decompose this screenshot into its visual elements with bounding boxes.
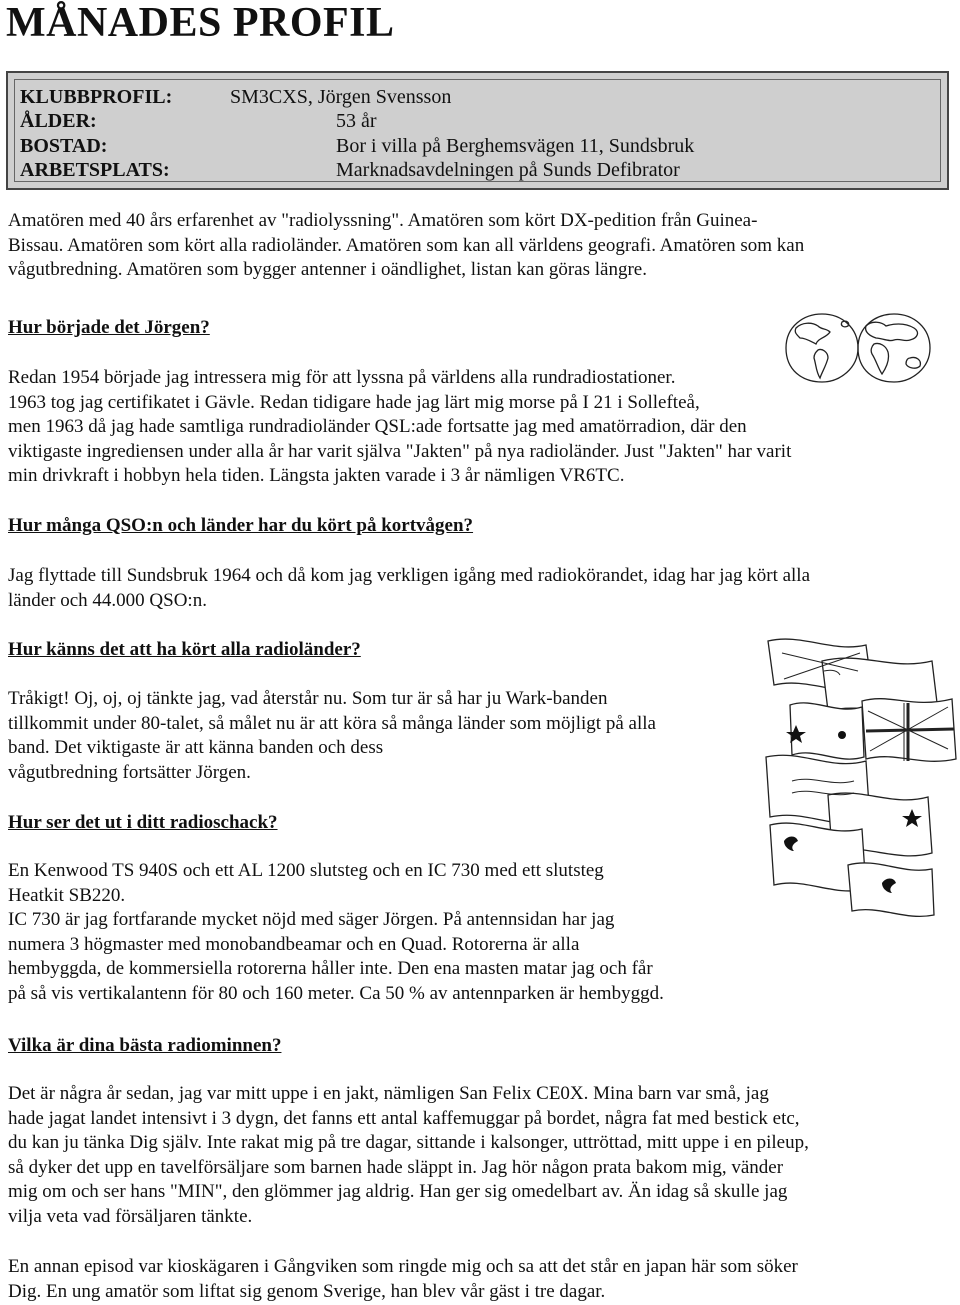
- text-line: Heatkit SB220.: [8, 884, 126, 906]
- text-line: numera 3 högmaster med monobandbeamar och en Quad. Rotorerna är alla: [8, 933, 580, 955]
- question-heading: Vilka är dina bästa radiominnen?: [8, 1035, 282, 1056]
- answer-paragraph: [8, 687, 656, 785]
- text-line: 1963 tog jag certifikatet i Gävle. Redan tidigare hade jag lärt mig morse på I 21 i Sollefteå,: [8, 391, 700, 413]
- text-line: Bissau. Amatören som kört alla radioländer. Amatören som kan all världens geografi. Amatören som kan: [8, 234, 805, 256]
- text-line: så dyker det upp en tavelförsäljare som barnen hade släppt in. Jag hör någon prata bakom mig, vänder: [8, 1156, 784, 1178]
- question-heading: Hur känns det att ha kört alla radioländer?: [8, 639, 361, 660]
- profile-box: [6, 71, 949, 190]
- question-heading: Hur började det Jörgen?: [8, 317, 210, 338]
- profile-label: ARBETSPLATS:: [20, 159, 170, 181]
- profile-value: Bor i villa på Berghemsvägen 11, Sundsbruk: [336, 135, 695, 157]
- text-line: Amatören med 40 års erfarenhet av "radiolyssning". Amatören som kört DX-pedition från Guinea-: [8, 210, 758, 231]
- profile-label: ÅLDER:: [20, 110, 97, 132]
- text-line: tillkommit under 80-talet, så målet nu är att köra så många länder som möjligt på alla: [8, 712, 656, 734]
- question-heading: Hur många QSO:n och länder har du kört på kortvågen?: [8, 515, 474, 536]
- text-line: band. Det viktigaste är att känna banden och dess: [8, 737, 384, 759]
- profile-label: KLUBBPROFIL:: [20, 86, 173, 108]
- profile-label: BOSTAD:: [20, 135, 108, 157]
- text-line: viktigaste ingrediensen under alla år har varit själva "Jakten" på nya radioländer. Just "Jakten" har varit: [8, 440, 792, 462]
- text-line: du kan ju tänka Dig själv. Inte rakat mig på tre dagar, sittande i kalsonger, uttröttad, mitt uppe i en pileup,: [8, 1132, 809, 1154]
- answer-paragraph: [8, 859, 664, 1007]
- text-line: min drivkraft i hobbyn hela tiden. Längsta jakten varade i 3 år nämligen VR6TC.: [8, 465, 625, 487]
- text-line: Redan 1954 började jag intressera mig för att lyssna på världens alla rundradiostationer.: [8, 367, 676, 388]
- text-line: mig om och ser hans "MIN", den glömmer jag aldrig. Han ger sig omedelbart av. Än idag så skulle jag: [8, 1181, 788, 1203]
- text-line: på så vis vertikalantenn för 80 och 160 meter. Ca 50 % av antennparken är hembyggd.: [8, 982, 664, 1004]
- text-line: Det är några år sedan, jag var mitt uppe i en jakt, nämligen San Felix CE0X. Mina barn var små, jag: [8, 1083, 769, 1104]
- text-line: vilja veta vad försäljaren tänkte.: [8, 1205, 253, 1227]
- text-line: vågutbredning fortsätter Jörgen.: [8, 761, 251, 783]
- text-line: Jag flyttade till Sundsbruk 1964 och då kom jag verkligen igång med radiokörandet, idag har jag kört alla: [8, 565, 811, 586]
- text-line: Dig. En ung amatör som liftat sig genom Sverige, han blev vår gäst i tre dagar.: [8, 1280, 606, 1302]
- profile-value: SM3CXS, Jörgen Svensson: [230, 86, 452, 108]
- world-map-icon: [782, 308, 934, 388]
- text-line: länder och 44.000 QSO:n.: [8, 589, 207, 611]
- answer-paragraph: [8, 366, 791, 489]
- text-line: En Kenwood TS 940S och ett AL 1200 slutsteg och en IC 730 med ett slutsteg: [8, 860, 604, 881]
- page-title: MÅNADES PROFIL: [6, 0, 395, 46]
- text-line: hembyggda, de kommersiella rotorerna håller inte. Den ena masten matar jag och får: [8, 958, 653, 980]
- flags-icon: [762, 631, 958, 921]
- intro-paragraph: [8, 209, 804, 283]
- text-line: men 1963 då jag hade samtliga rundradioländer QSL:ade fortsatte jag med amatörradion, där den: [8, 416, 747, 438]
- text-line: vågutbredning. Amatören som bygger antenner i oändlighet, listan kan göras längre.: [8, 259, 647, 281]
- answer-paragraph: [8, 564, 810, 613]
- answer-paragraph: [8, 1082, 809, 1230]
- question-heading: Hur ser det ut i ditt radioschack?: [8, 812, 278, 833]
- profile-value: Marknadsavdelningen på Sunds Defibrator: [336, 159, 680, 181]
- text-line: En annan episod var kioskägaren i Gångviken som ringde mig och sa att det står en japan här som söker: [8, 1256, 798, 1277]
- text-line: hade jagat landet intensivt i 3 dygn, det fanns ett antal kaffemuggar på bordet, några fat med bestick etc,: [8, 1107, 800, 1129]
- profile-value: 53 år: [336, 110, 377, 132]
- text-line: Tråkigt! Oj, oj, oj tänkte jag, vad återstår nu. Som tur är så har ju Wark-banden: [8, 688, 608, 709]
- closing-paragraph: [8, 1255, 798, 1304]
- text-line: IC 730 är jag fortfarande mycket nöjd med säger Jörgen. På antennsidan har jag: [8, 909, 615, 931]
